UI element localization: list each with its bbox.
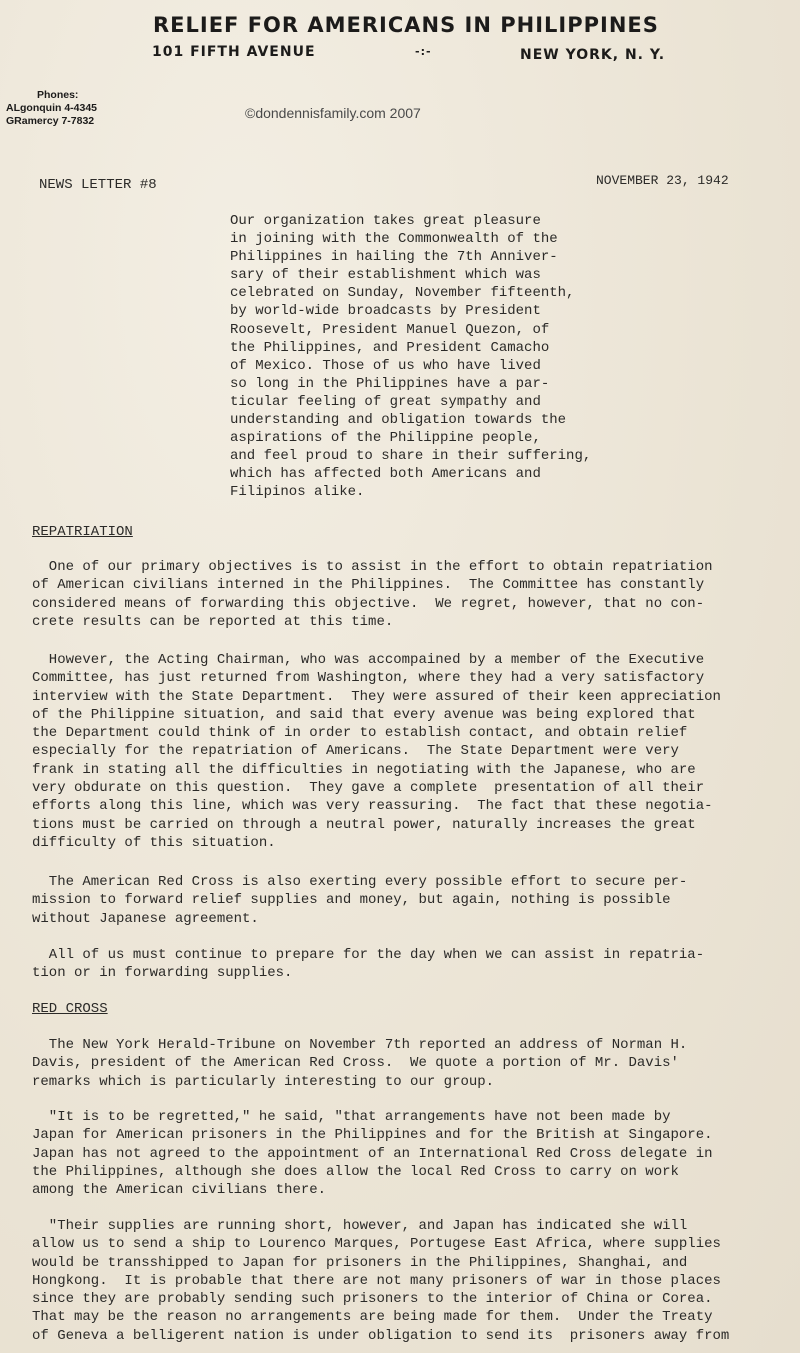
- paragraph-line: the Philippines, although she does allow the local Red Cross to carry on work: [32, 1163, 679, 1180]
- paragraph-line: among the American civilians there.: [32, 1182, 327, 1199]
- intro-paragraph: [230, 212, 591, 502]
- paragraph-line: very obdurate on this question. They gave a complete presentation of all their: [32, 780, 705, 797]
- paragraph-line: However, the Acting Chairman, who was accompained by a member of the Executive: [32, 652, 705, 668]
- paragraph-line: efforts along this line, which was very reassuring. The fact that these negotia-: [32, 798, 713, 815]
- repatriation-paragraph-1: [32, 558, 713, 631]
- phone-number-1: ALgonquin 4-4345: [6, 102, 98, 114]
- phones-block: [6, 89, 97, 128]
- paragraph-line: since they are probably sending such prisoners to the interior of China or Corea.: [32, 1291, 713, 1308]
- phones-label: Phones:: [37, 89, 79, 101]
- paragraph-line: of American civilians interned in the Philippines. The Committee has constantly: [32, 577, 705, 594]
- intro-line: the Philippines, and President Camacho: [230, 339, 550, 356]
- intro-line: Our organization takes great pleasure: [230, 213, 541, 229]
- intro-line: Philippines in hailing the 7th Anniver-: [230, 249, 558, 266]
- intro-line: understanding and obligation towards the: [230, 412, 567, 429]
- repatriation-paragraph-4: [32, 946, 704, 983]
- organization-city: NEW YORK, N. Y.: [520, 47, 666, 63]
- paragraph-line: remarks which is particularly interesting to our group.: [32, 1073, 495, 1090]
- paragraph-line: difficulty of this situation.: [32, 834, 276, 851]
- red-cross-paragraph-2: [32, 1108, 713, 1199]
- paragraph-line: allow us to send a ship to Lourenco Marques, Portugese East Africa, where supplies: [32, 1236, 721, 1253]
- newsletter-date: NOVEMBER 23, 1942: [596, 173, 729, 188]
- paragraph-line: "It is to be regretted," he said, "that arrangements have not been made by: [32, 1109, 671, 1125]
- newsletter-number: NEWS LETTER #8: [39, 177, 157, 193]
- paragraph-line: of the Philippine situation, and said that every avenue was being explored that: [32, 706, 696, 723]
- paragraph-line: The New York Herald-Tribune on November 7th reported an address of Norman H.: [32, 1037, 688, 1053]
- intro-line: celebrated on Sunday, November fifteenth,: [230, 285, 575, 302]
- intro-line: so long in the Philippines have a par-: [230, 375, 550, 392]
- repatriation-paragraph-2: [32, 651, 721, 852]
- intro-line: and feel proud to share in their suffering,: [230, 448, 592, 465]
- paragraph-line: interview with the State Department. They were assured of their keen appreciation: [32, 688, 721, 705]
- intro-line: of Mexico. Those of us who have lived: [230, 357, 541, 374]
- phone-number-2: GRamercy 7-7832: [6, 115, 95, 127]
- intro-line: in joining with the Commonwealth of the: [230, 231, 558, 248]
- intro-line: Roosevelt, President Manuel Quezon, of: [230, 321, 550, 338]
- paragraph-line: The American Red Cross is also exerting every possible effort to secure per-: [32, 874, 688, 890]
- section-heading-repatriation: REPATRIATION: [32, 524, 133, 540]
- paragraph-line: crete results can be reported at this time.: [32, 613, 394, 630]
- paragraph-line: Hongkong. It is probable that there are not many prisoners of war in those places: [32, 1272, 721, 1289]
- red-cross-paragraph-3: [32, 1217, 729, 1345]
- paragraph-line: Japan has not agreed to the appointment of an International Red Cross delegate in: [32, 1145, 713, 1162]
- paragraph-line: especially for the repatriation of Americans. The State Department were very: [32, 743, 679, 760]
- paragraph-line: without Japanese agreement.: [32, 910, 259, 927]
- organization-address: 101 FIFTH AVENUE: [152, 44, 316, 60]
- paragraph-line: Japan for American prisoners in the Philippines and for the British at Singapore.: [32, 1127, 713, 1144]
- paragraph-line: tion or in forwarding supplies.: [32, 965, 293, 982]
- letterhead-separator: -:-: [415, 45, 432, 58]
- paragraph-line: would be transshipped to Japan for prisoners in the Philippines, Shanghai, and: [32, 1254, 688, 1271]
- paragraph-line: "Their supplies are running short, however, and Japan has indicated she will: [32, 1218, 688, 1234]
- paragraph-line: tions must be carried on through a neutral power, naturally increases the great: [32, 816, 696, 833]
- paragraph-line: That may be the reason no arrangements are being made for them. Under the Treaty: [32, 1309, 713, 1326]
- paragraph-line: One of our primary objectives is to assist in the effort to obtain repatriation: [32, 559, 713, 575]
- paragraph-line: the Department could think of in order to establish contact, and obtain relief: [32, 725, 688, 742]
- paragraph-line: considered means of forwarding this objective. We regret, however, that no con-: [32, 595, 705, 612]
- paragraph-line: Davis, president of the American Red Cross. We quote a portion of Mr. Davis': [32, 1055, 679, 1072]
- paragraph-line: Committee, has just returned from Washington, where they had a very satisfactory: [32, 670, 705, 687]
- organization-name: RELIEF FOR AMERICANS IN PHILIPPINES: [153, 13, 659, 37]
- paragraph-line: of Geneva a belligerent nation is under obligation to send its prisoners away from: [32, 1327, 730, 1344]
- intro-line: which has affected both Americans and: [230, 466, 541, 483]
- intro-line: ticular feeling of great sympathy and: [230, 393, 541, 410]
- red-cross-paragraph-1: [32, 1036, 687, 1091]
- repatriation-paragraph-3: [32, 873, 687, 928]
- copyright-watermark: ©dondennisfamily.com 2007: [245, 105, 421, 121]
- paragraph-line: frank in stating all the difficulties in negotiating with the Japanese, who are: [32, 761, 696, 778]
- intro-line: aspirations of the Philippine people,: [230, 430, 541, 447]
- intro-line: Filipinos alike.: [230, 484, 365, 501]
- intro-line: sary of their establishment which was: [230, 267, 541, 284]
- intro-line: by world-wide broadcasts by President: [230, 303, 541, 320]
- paragraph-line: All of us must continue to prepare for the day when we can assist in repatria-: [32, 947, 705, 963]
- section-heading-red-cross: RED CROSS: [32, 1001, 108, 1017]
- paragraph-line: mission to forward relief supplies and money, but again, nothing is possible: [32, 892, 671, 909]
